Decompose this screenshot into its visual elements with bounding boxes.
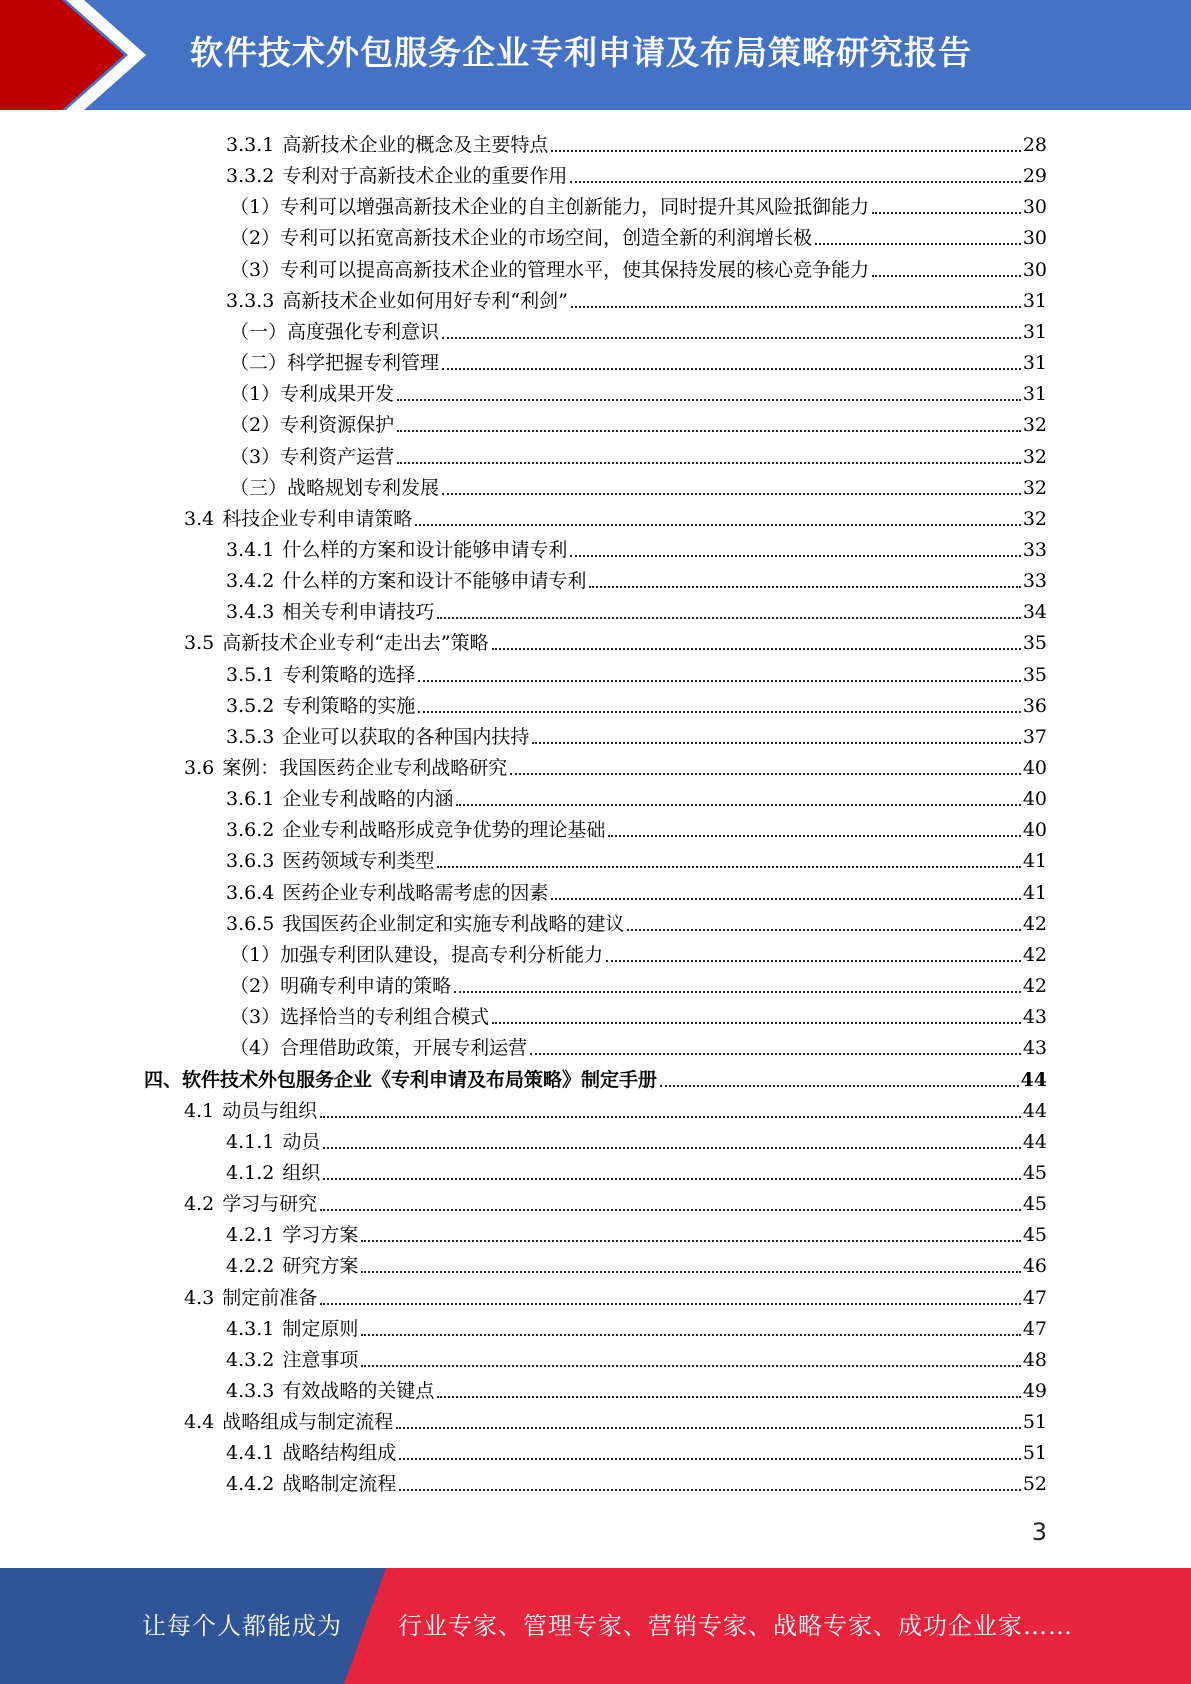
toc-entry[interactable] xyxy=(226,1154,1047,1185)
toc-dot-leader xyxy=(510,773,1021,775)
toc-entry-text: 战略组成与制定流程 xyxy=(222,1411,394,1434)
toc-entry-text: 学习方案 xyxy=(282,1224,359,1247)
toc-entry-page: 42 xyxy=(1022,943,1047,966)
toc-dot-leader xyxy=(551,898,1020,900)
toc-entry-number: 3.5.1 xyxy=(226,663,275,686)
toc-entry-text: 学习与研究 xyxy=(222,1193,318,1216)
header-arrow-red xyxy=(0,0,124,110)
toc-entry[interactable] xyxy=(184,1403,1047,1434)
toc-entry-number: 3.4 xyxy=(184,507,215,530)
toc-entry-text: （1）加强专利团队建设，提高专利分析能力 xyxy=(230,943,604,966)
toc-entry-label xyxy=(230,413,394,437)
toc-entry-number: 4.1.2 xyxy=(226,1161,275,1184)
toc-dot-leader xyxy=(492,1022,1021,1024)
toc-entry[interactable] xyxy=(226,718,1047,749)
toc-dot-leader xyxy=(397,462,1021,464)
toc-entry-number: 3.6.2 xyxy=(226,819,275,842)
toc-entry-label xyxy=(230,351,439,375)
toc-dot-leader xyxy=(361,1365,1020,1367)
toc-entry-label xyxy=(226,133,548,157)
toc-entry-page: 31 xyxy=(1022,320,1047,343)
toc-entry-number: 4.2.1 xyxy=(226,1224,275,1247)
toc-entry-page: 48 xyxy=(1022,1348,1047,1371)
toc-entry[interactable] xyxy=(226,126,1047,157)
toc-entry[interactable] xyxy=(230,936,1047,967)
toc-entry-number: 4.4 xyxy=(184,1411,215,1434)
toc-entry-text: 高新技术企业专利“走出去”策略 xyxy=(222,632,489,655)
toc-entry-label xyxy=(230,476,439,500)
toc-entry-page: 30 xyxy=(1022,196,1047,219)
toc-entry-label xyxy=(184,1192,317,1216)
toc-entry-page: 33 xyxy=(1022,570,1047,593)
toc-entry[interactable] xyxy=(184,1279,1047,1310)
toc-entry-text: 有效战略的关键点 xyxy=(282,1380,435,1402)
toc-entry-page: 49 xyxy=(1022,1380,1047,1402)
toc-entry[interactable] xyxy=(230,998,1047,1029)
toc-dot-leader xyxy=(399,1489,1020,1491)
toc-entry[interactable] xyxy=(184,1092,1047,1123)
toc-dot-leader xyxy=(660,1085,1019,1087)
toc-entry-page: 44 xyxy=(1020,1068,1047,1091)
toc-entry-page: 32 xyxy=(1022,476,1047,499)
toc-entry-label xyxy=(230,943,603,967)
toc-entry[interactable] xyxy=(230,251,1047,282)
toc-entry[interactable] xyxy=(226,874,1047,905)
toc-entry-text: （一）高度强化专利意识 xyxy=(230,320,440,343)
page-number: 3 xyxy=(1031,1518,1047,1546)
toc-entry-text: 注意事项 xyxy=(282,1348,359,1371)
toc-entry[interactable] xyxy=(230,219,1047,250)
toc-entry-number: 3.6.1 xyxy=(226,788,275,811)
toc-entry-page: 44 xyxy=(1022,1099,1047,1122)
toc-entry-label xyxy=(226,1254,358,1278)
toc-dot-leader xyxy=(442,493,1021,495)
toc-dot-leader xyxy=(815,243,1021,245)
toc-entry-label xyxy=(230,445,394,469)
toc-entry-number: 4.2 xyxy=(184,1193,215,1216)
toc-entry-number: 4.3.3 xyxy=(226,1380,275,1402)
header-banner xyxy=(0,0,1191,110)
toc-entry-page: 30 xyxy=(1022,258,1047,281)
toc-entry-label xyxy=(184,1286,317,1310)
toc-entry-page: 43 xyxy=(1022,1037,1047,1060)
toc-entry[interactable] xyxy=(230,1029,1047,1060)
toc-entry-text: 医药领域专利类型 xyxy=(282,850,435,873)
toc-dot-leader xyxy=(437,1396,1020,1398)
toc-entry-text: 相关专利申请技巧 xyxy=(282,601,435,624)
toc-entry[interactable] xyxy=(226,842,1047,873)
toc-entry[interactable] xyxy=(226,562,1047,593)
toc-entry-page: 32 xyxy=(1022,507,1047,530)
toc-dot-leader xyxy=(442,337,1021,339)
toc-entry-label xyxy=(230,974,451,998)
toc-entry-text: 企业专利战略的内涵 xyxy=(282,788,454,811)
toc-dot-leader xyxy=(418,680,1020,682)
footer-slogan-right: 行业专家、管理专家、营销专家、战略专家、成功企业家…… xyxy=(398,1612,1073,1640)
toc-dot-leader xyxy=(323,1147,1020,1149)
toc-entry-number: 3.4.3 xyxy=(226,601,275,624)
toc-entry-label xyxy=(226,849,434,873)
toc-entry[interactable] xyxy=(226,1372,1047,1403)
toc-entry-number: 4.4.1 xyxy=(226,1442,275,1465)
toc-entry-label xyxy=(226,1223,358,1247)
toc-entry-text: 什么样的方案和设计不能够申请专利 xyxy=(282,570,587,593)
toc-dot-leader xyxy=(397,399,1021,401)
toc-entry-text: 组织 xyxy=(282,1161,321,1184)
toc-entry-page: 51 xyxy=(1022,1411,1047,1434)
toc-entry[interactable] xyxy=(226,1247,1047,1278)
toc-entry-text: 战略制定流程 xyxy=(282,1473,397,1496)
footer-slogan-left: 让每个人都能成为 xyxy=(142,1612,342,1640)
toc-entry-page: 37 xyxy=(1022,725,1047,748)
toc-entry[interactable] xyxy=(226,780,1047,811)
toc-entry-label xyxy=(226,1441,396,1465)
toc-entry-label xyxy=(230,1005,489,1029)
toc-entry-page: 43 xyxy=(1022,1006,1047,1029)
toc-entry-page: 46 xyxy=(1022,1255,1047,1278)
toc-dot-leader xyxy=(530,1053,1021,1055)
toc-dot-leader xyxy=(437,617,1020,619)
toc-entry-text: 医药企业专利战略需考虑的因素 xyxy=(282,881,549,904)
toc-entry-label xyxy=(226,1130,320,1154)
toc-entry-text: 动员与组织 xyxy=(222,1099,318,1122)
toc-entry[interactable] xyxy=(226,1434,1047,1465)
toc-entry-label xyxy=(230,382,394,406)
toc-entry-page: 29 xyxy=(1022,165,1047,188)
toc-entry-page: 41 xyxy=(1022,850,1047,873)
toc-entry-page: 51 xyxy=(1022,1442,1047,1465)
toc-entry-page: 35 xyxy=(1022,663,1047,686)
toc-entry-page: 47 xyxy=(1022,1317,1047,1340)
toc-entry-page: 42 xyxy=(1022,975,1047,998)
toc-entry-page: 32 xyxy=(1022,445,1047,468)
toc-entry-text: （二）科学把握专利管理 xyxy=(230,352,440,375)
toc-entry-page: 42 xyxy=(1022,912,1047,935)
toc-entry-page: 45 xyxy=(1022,1224,1047,1247)
toc-entry-number: 3.3.2 xyxy=(226,165,275,188)
toc-entry-number: 4.3.1 xyxy=(226,1317,275,1340)
toc-entry[interactable] xyxy=(230,313,1047,344)
toc-dot-leader xyxy=(323,1178,1020,1180)
toc-entry-page: 41 xyxy=(1022,881,1047,904)
toc-entry-label xyxy=(226,1472,396,1496)
toc-entry-label xyxy=(226,164,567,188)
toc-entry-page: 40 xyxy=(1022,788,1047,811)
toc-entry-page: 33 xyxy=(1022,538,1047,561)
toc-entry-label xyxy=(184,756,507,780)
toc-entry-text: 专利对于高新技术企业的重要作用 xyxy=(282,165,568,188)
toc-entry-page: 31 xyxy=(1022,352,1047,375)
toc-entry-label xyxy=(226,600,434,624)
toc-dot-leader xyxy=(589,586,1020,588)
toc-entry-text: （2）专利资源保护 xyxy=(230,414,395,437)
toc-entry[interactable] xyxy=(184,749,1047,780)
toc-dot-leader xyxy=(399,1458,1020,1460)
toc-entry-number: 4.1.1 xyxy=(226,1130,275,1153)
toc-entry[interactable] xyxy=(226,157,1047,188)
toc-dot-leader xyxy=(606,960,1021,962)
toc-entry-number: 3.5.2 xyxy=(226,694,275,717)
toc-entry-number: 4.3.2 xyxy=(226,1348,275,1371)
toc-entry-text: 高新技术企业如何用好专利“利剑” xyxy=(282,289,568,312)
toc-entry[interactable] xyxy=(230,344,1047,375)
toc-entry-page: 40 xyxy=(1022,819,1047,842)
toc-entry-label xyxy=(144,1068,657,1092)
toc-entry-number: 3.4.2 xyxy=(226,570,275,593)
toc-dot-leader xyxy=(396,1427,1021,1429)
toc-entry-text: （2）明确专利申请的策略 xyxy=(230,975,452,998)
toc-entry-text: （3）选择恰当的专利组合模式 xyxy=(230,1006,490,1029)
toc-entry-label xyxy=(226,289,568,313)
toc-entry-page: 36 xyxy=(1022,694,1047,717)
toc-entry-text: 科技企业专利申请策略 xyxy=(222,507,413,530)
toc-entry-text: 研究方案 xyxy=(282,1255,359,1278)
toc-entry[interactable] xyxy=(184,1185,1047,1216)
toc-entry-number: 3.5 xyxy=(184,632,215,655)
toc-entry-text: 制定原则 xyxy=(282,1317,359,1340)
toc-entry-number: 3.6.5 xyxy=(226,912,275,935)
toc-entry-number: 3.6.4 xyxy=(226,881,275,904)
document-title: 软件技术外包服务企业专利申请及布局策略研究报告 xyxy=(190,33,972,72)
toc-entry-text: （3）专利资产运营 xyxy=(230,445,395,468)
toc-dot-leader xyxy=(320,1303,1021,1305)
toc-entry-label xyxy=(230,226,812,250)
toc-entry-number: 3.5.3 xyxy=(226,725,275,748)
toc-entry-page: 45 xyxy=(1022,1193,1047,1216)
toc-dot-leader xyxy=(397,430,1021,432)
toc-entry-number: 4.2.2 xyxy=(226,1255,275,1278)
toc-entry-label xyxy=(230,320,439,344)
toc-entry-label xyxy=(226,1379,434,1403)
toc-entry[interactable] xyxy=(184,500,1047,531)
toc-dot-leader xyxy=(492,648,1021,650)
toc-entry-page: 44 xyxy=(1022,1130,1047,1153)
toc-dot-leader xyxy=(361,1240,1020,1242)
toc-entry[interactable] xyxy=(226,1465,1047,1496)
toc-dot-leader xyxy=(437,866,1020,868)
toc-entry-text: 专利策略的实施 xyxy=(282,694,416,717)
toc-entry-label xyxy=(184,1099,317,1123)
toc-entry-label xyxy=(226,725,529,749)
toc-dot-leader xyxy=(418,711,1020,713)
toc-entry-text: （4）合理借助政策，开展专利运营 xyxy=(230,1037,528,1060)
toc-entry-page: 35 xyxy=(1022,632,1047,655)
toc-entry-number: 3.6.3 xyxy=(226,850,275,873)
toc-entry[interactable] xyxy=(226,905,1047,936)
toc-entry-text: （三）战略规划专利发展 xyxy=(230,476,440,499)
toc-entry-label xyxy=(226,694,415,718)
toc-entry-page: 45 xyxy=(1022,1161,1047,1184)
toc-entry-text: 制定前准备 xyxy=(222,1286,318,1309)
toc-entry[interactable] xyxy=(230,406,1047,437)
toc-dot-leader xyxy=(608,835,1020,837)
toc-entry-label xyxy=(226,1348,358,1372)
toc-dot-leader xyxy=(320,1209,1021,1211)
toc-entry[interactable] xyxy=(226,687,1047,718)
toc-entry-label xyxy=(184,1410,393,1434)
toc-dot-leader xyxy=(442,368,1021,370)
toc-entry-page: 32 xyxy=(1022,414,1047,437)
toc-entry-label xyxy=(184,507,412,531)
toc-entry-text: 高新技术企业的概念及主要特点 xyxy=(282,134,549,156)
toc-entry-text: 案例：我国医药企业专利战略研究 xyxy=(222,757,508,779)
toc-dot-leader xyxy=(456,804,1020,806)
toc-entry-text: （3）专利可以提高高新技术企业的管理水平，使其保持发展的核心竞争能力 xyxy=(230,258,870,281)
toc-entry-text: （1）专利成果开发 xyxy=(230,383,395,406)
toc-dot-leader xyxy=(551,150,1020,152)
toc-entry[interactable] xyxy=(226,282,1047,313)
toc-dot-leader xyxy=(320,1116,1021,1118)
toc-entry-label xyxy=(226,663,415,687)
toc-entry-text: 什么样的方案和设计能够申请专利 xyxy=(282,538,568,561)
header-arrow-graphic xyxy=(0,0,160,110)
toc-entry-text: （2）专利可以拓宽高新技术企业的市场空间，创造全新的利润增长极 xyxy=(230,227,813,250)
toc-entry[interactable] xyxy=(226,1341,1047,1372)
toc-entry-label xyxy=(184,631,489,655)
toc-dot-leader xyxy=(872,212,1021,214)
toc-entry-text: 企业可以获取的各种国内扶持 xyxy=(282,725,530,748)
toc-entry-page: 52 xyxy=(1022,1473,1047,1496)
toc-entry-label xyxy=(226,569,586,593)
toc-entry[interactable] xyxy=(226,1123,1047,1154)
toc-dot-leader xyxy=(627,929,1020,931)
toc-entry-page: 40 xyxy=(1022,757,1047,779)
toc-entry-number: 4.3 xyxy=(184,1286,215,1309)
toc-entry[interactable] xyxy=(226,531,1047,562)
toc-entry[interactable] xyxy=(226,811,1047,842)
toc-dot-leader xyxy=(361,1334,1020,1336)
toc-entry-text: 企业专利战略形成竞争优势的理论基础 xyxy=(282,819,606,842)
toc-entry[interactable] xyxy=(230,469,1047,500)
toc-entry-text: 战略结构组成 xyxy=(282,1442,397,1465)
toc-entry-label xyxy=(226,818,605,842)
toc-dot-leader xyxy=(570,555,1020,557)
toc-entry[interactable] xyxy=(230,188,1047,219)
toc-entry-label xyxy=(230,195,869,219)
toc-entry-label xyxy=(230,258,869,282)
toc-entry-number: 3.4.1 xyxy=(226,538,275,561)
toc-entry-page: 34 xyxy=(1022,601,1047,624)
toc-entry-page: 47 xyxy=(1022,1286,1047,1309)
toc-entry-label xyxy=(226,787,453,811)
footer-banner xyxy=(0,1568,1191,1684)
toc-entry-page: 30 xyxy=(1022,227,1047,250)
toc-dot-leader xyxy=(415,524,1021,526)
toc-entry-text: 专利策略的选择 xyxy=(282,663,416,686)
toc-entry[interactable] xyxy=(230,438,1047,469)
toc-entry[interactable] xyxy=(230,375,1047,406)
toc-dot-leader xyxy=(361,1271,1020,1273)
toc-entry-label xyxy=(230,1036,527,1060)
toc-entry-label xyxy=(226,538,567,562)
toc-entry[interactable] xyxy=(230,967,1047,998)
toc-entry-text: 四、软件技术外包服务企业《专利申请及布局策略》制定手册 xyxy=(144,1068,658,1091)
toc-entry-page: 28 xyxy=(1022,134,1047,156)
toc-entry[interactable] xyxy=(226,593,1047,624)
toc-entry-number: 3.6 xyxy=(184,757,215,779)
toc-entry[interactable] xyxy=(144,1061,1047,1092)
toc-dot-leader xyxy=(570,181,1020,183)
toc-entry-text: 动员 xyxy=(282,1130,321,1153)
toc-dot-leader xyxy=(571,306,1021,308)
toc-entry-text: （1）专利可以增强高新技术企业的自主创新能力，同时提升其风险抵御能力 xyxy=(230,196,870,219)
toc-entry-number: 3.3.1 xyxy=(226,134,275,156)
toc-entry[interactable] xyxy=(226,656,1047,687)
toc-entry[interactable] xyxy=(226,1310,1047,1341)
toc-entry[interactable] xyxy=(184,624,1047,655)
toc-entry-label xyxy=(226,912,624,936)
toc-dot-leader xyxy=(872,275,1021,277)
toc-entry-text: 我国医药企业制定和实施专利战略的建议 xyxy=(282,912,625,935)
toc-entry-label xyxy=(226,881,548,905)
toc-dot-leader xyxy=(532,742,1020,744)
toc-entry-label xyxy=(226,1161,320,1185)
toc-entry-number: 3.3.3 xyxy=(226,289,275,312)
toc-entry-page: 31 xyxy=(1022,289,1047,312)
toc-entry[interactable] xyxy=(226,1216,1047,1247)
toc-entry-page: 31 xyxy=(1022,383,1047,406)
toc-dot-leader xyxy=(454,991,1021,993)
toc-entry-number: 4.4.2 xyxy=(226,1473,275,1496)
toc-entry-label xyxy=(226,1317,358,1341)
toc-entry-number: 4.1 xyxy=(184,1099,215,1122)
